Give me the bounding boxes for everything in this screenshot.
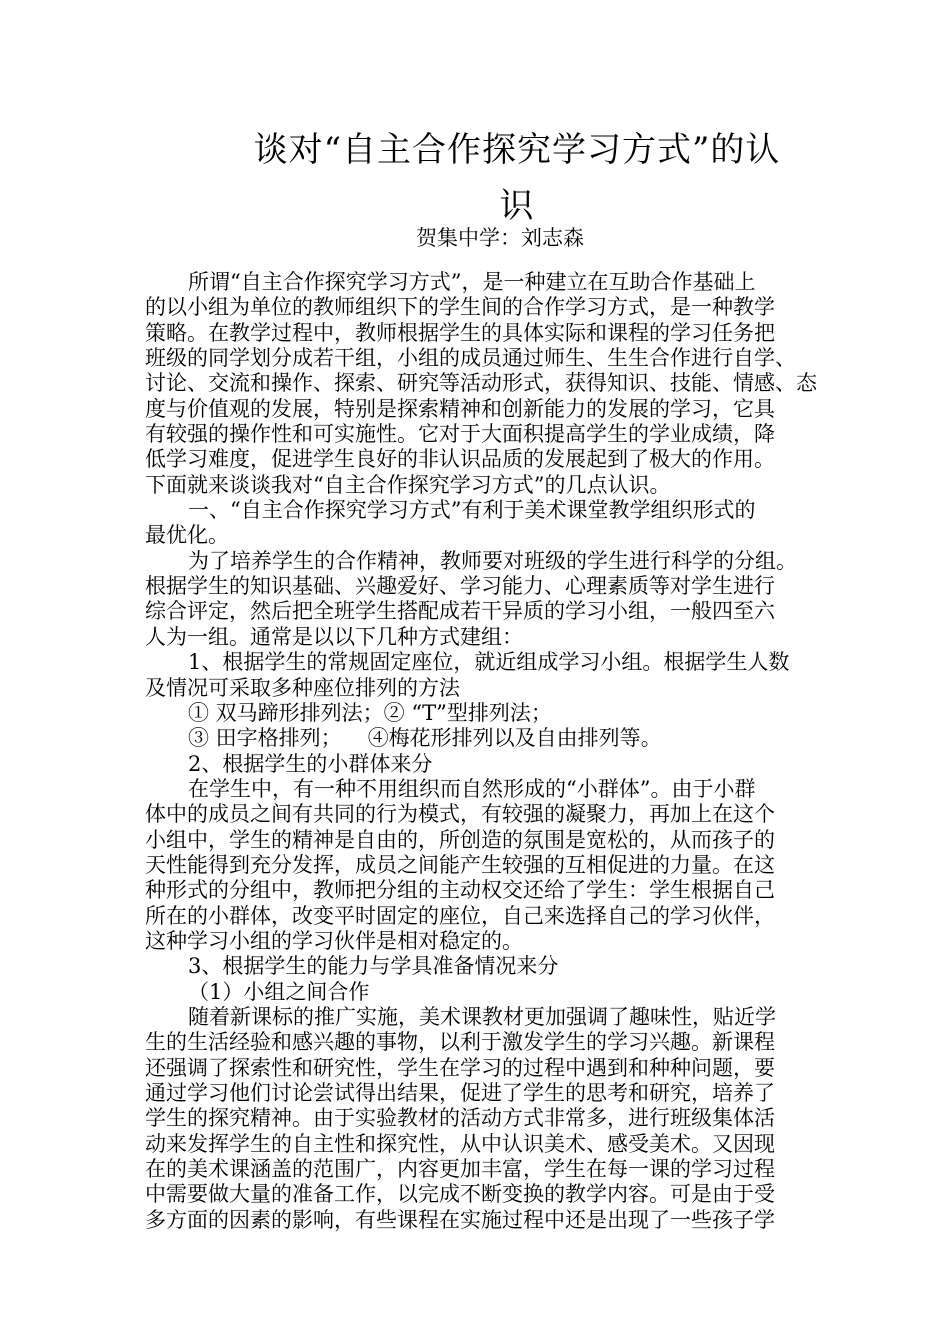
body-line [145, 599, 810, 624]
body-line-text: 所谓“自主合作探究学习方式”，是一种建立在互助合作基础上 [188, 270, 756, 294]
body-line [145, 676, 810, 701]
author-line: 贺集中学：刘志森 [416, 226, 584, 250]
body-line [145, 701, 810, 726]
body-line-text: 及情况可采取多种座位排列的方法 [145, 675, 460, 700]
body-line-text: 一、“自主合作探究学习方式”有利于美术课堂教学组织形式的 [188, 498, 756, 523]
body-line-text: 1、根据学生的常规固定座位，就近组成学习小组。根据学生人数 [188, 650, 790, 675]
body-line-text: 天性能得到充分发挥，成员之间能产生较强的互相促进的力量。在这 [145, 852, 775, 877]
body-line [145, 523, 810, 548]
body-line [145, 878, 810, 903]
body-line [145, 853, 810, 878]
body-line-text: 小组中，学生的精神是自由的，所创造的氛围是宽松的，从而孩子的 [145, 827, 775, 852]
body-line [145, 346, 810, 371]
body-line-text: 随着新课标的推广实施，美术课教材更加强调了趣味性，贴近学 [188, 1004, 776, 1029]
body-line-text: 所在的小群体，改变平时固定的座位，自己来选择自己的学习伙伴， [145, 903, 775, 928]
body-line-text: 低学习难度，促进学生良好的非认识品质的发展起到了极大的作用。 [145, 447, 775, 472]
body-line-text: 通过学习他们讨论尝试得出结果，促进了学生的思考和研究，培养了 [145, 1081, 775, 1105]
body-line [145, 422, 810, 447]
body-line-text: 动来发挥学生的自主性和探究性，从中认识美术、感受美术。又因现 [145, 1131, 775, 1156]
body-line [145, 650, 810, 675]
title-line-1: 谈对“自主合作探究学习方式”的认 [253, 130, 781, 170]
body-line-text: 这种学习小组的学习伙伴是相对稳定的。 [145, 928, 523, 953]
body-line [145, 321, 810, 346]
body-line [145, 625, 810, 650]
body-line [145, 929, 810, 954]
body-line-text: 讨论、交流和操作、探索、研究等活动形式，获得知识、技能、情感、态 [145, 371, 817, 396]
body-line [145, 1208, 810, 1233]
body-line-text: （1）小组之间合作 [188, 979, 370, 1004]
body-text [145, 270, 817, 1233]
body-line [145, 1132, 810, 1157]
body-line-text: 有较强的操作性和可实施性。它对于大面积提高学生的学业成绩，降 [145, 422, 775, 447]
body-line [145, 397, 810, 422]
body-line-text: 人为一组。通常是以以下几种方式建组： [145, 624, 523, 649]
body-line [145, 980, 810, 1005]
body-line-text: 中需要做大量的准备工作，以完成不断变换的教学内容。可是由于受 [145, 1182, 775, 1207]
body-line-text: 在的美术课涵盖的范围广，内容更加丰富，学生在每一课的学习过程 [145, 1157, 775, 1182]
title-line-2: 识 [499, 186, 535, 226]
body-line-text: 度与价值观的发展，特别是探索精神和创新能力的发展的学习，它具 [145, 396, 775, 421]
body-line-text: 3、根据学生的能力与学具准备情况来分 [188, 954, 559, 979]
body-line-text: ④梅花形排列以及自由排列等。 [367, 726, 662, 751]
body-line [145, 1081, 810, 1106]
body-line-text: ① 双马蹄形排列法；② “T”型排列法； [188, 700, 552, 725]
body-line [145, 473, 810, 498]
body-line-text: 学生的探究精神。由于实验教材的活动方式非常多，进行班级集体活 [145, 1106, 775, 1131]
body-line [145, 371, 817, 396]
body-line [145, 752, 810, 777]
body-line-text: 多方面的因素的影响，有些课程在实施过程中还是出现了一些孩子学 [145, 1207, 775, 1232]
body-line [145, 498, 810, 523]
body-line [145, 1106, 810, 1131]
body-line [145, 954, 810, 979]
body-line-text: 还强调了探索性和研究性，学生在学习的过程中遇到和种种问题，要 [145, 1055, 775, 1080]
body-line [145, 574, 810, 599]
body-line [145, 828, 810, 853]
body-line [145, 802, 810, 827]
body-line-text: 2、根据学生的小群体来分 [188, 751, 433, 776]
body-line-text: 在学生中，有一种不用组织而自然形成的“小群体”。由于小群 [188, 776, 756, 801]
body-line [145, 447, 810, 472]
body-line-text: 为了培养学生的合作精神，教师要对班级的学生进行科学的分组。 [188, 548, 797, 573]
body-line [145, 270, 810, 295]
body-line-text: 体中的成员之间有共同的行为模式，有较强的凝聚力，再加上在这个 [145, 802, 775, 827]
body-line-text: 生的生活经验和感兴趣的事物，以利于激发学生的学习兴趣。新课程 [145, 1030, 775, 1055]
body-line [145, 1182, 810, 1207]
body-line [145, 904, 810, 929]
body-line [145, 1157, 810, 1182]
body-line-text: 最优化。 [145, 523, 229, 548]
body-line [145, 1056, 810, 1081]
body-line [145, 726, 810, 751]
body-line [145, 549, 810, 574]
body-line-text: 根据学生的知识基础、兴趣爱好、学习能力、心理素质等对学生进行 [145, 574, 775, 599]
body-line-text: 班级的同学划分成若干组，小组的成员通过师生、生生合作进行自学、 [145, 346, 796, 371]
body-line-text: 综合评定，然后把全班学生搭配成若干异质的学习小组，一般四至六 [145, 599, 775, 624]
body-line-text: ③ 田字格排列； [188, 726, 342, 751]
body-line [145, 1030, 810, 1055]
document-title [222, 122, 812, 234]
body-line-text: 的以小组为单位的教师组织下的学生间的合作学习方式，是一种教学 [145, 295, 775, 320]
body-line [145, 295, 810, 320]
body-line-text: 下面就来谈谈我对“自主合作探究学习方式”的几点认识。 [145, 472, 671, 497]
body-line [145, 1005, 810, 1030]
body-line-text: 种形式的分组中，教师把分组的主动权交还给了学生：学生根据自己 [145, 878, 775, 903]
body-line-text: 策略。在教学过程中，教师根据学生的具体实际和课程的学习任务把 [145, 320, 775, 345]
body-line [145, 777, 810, 802]
